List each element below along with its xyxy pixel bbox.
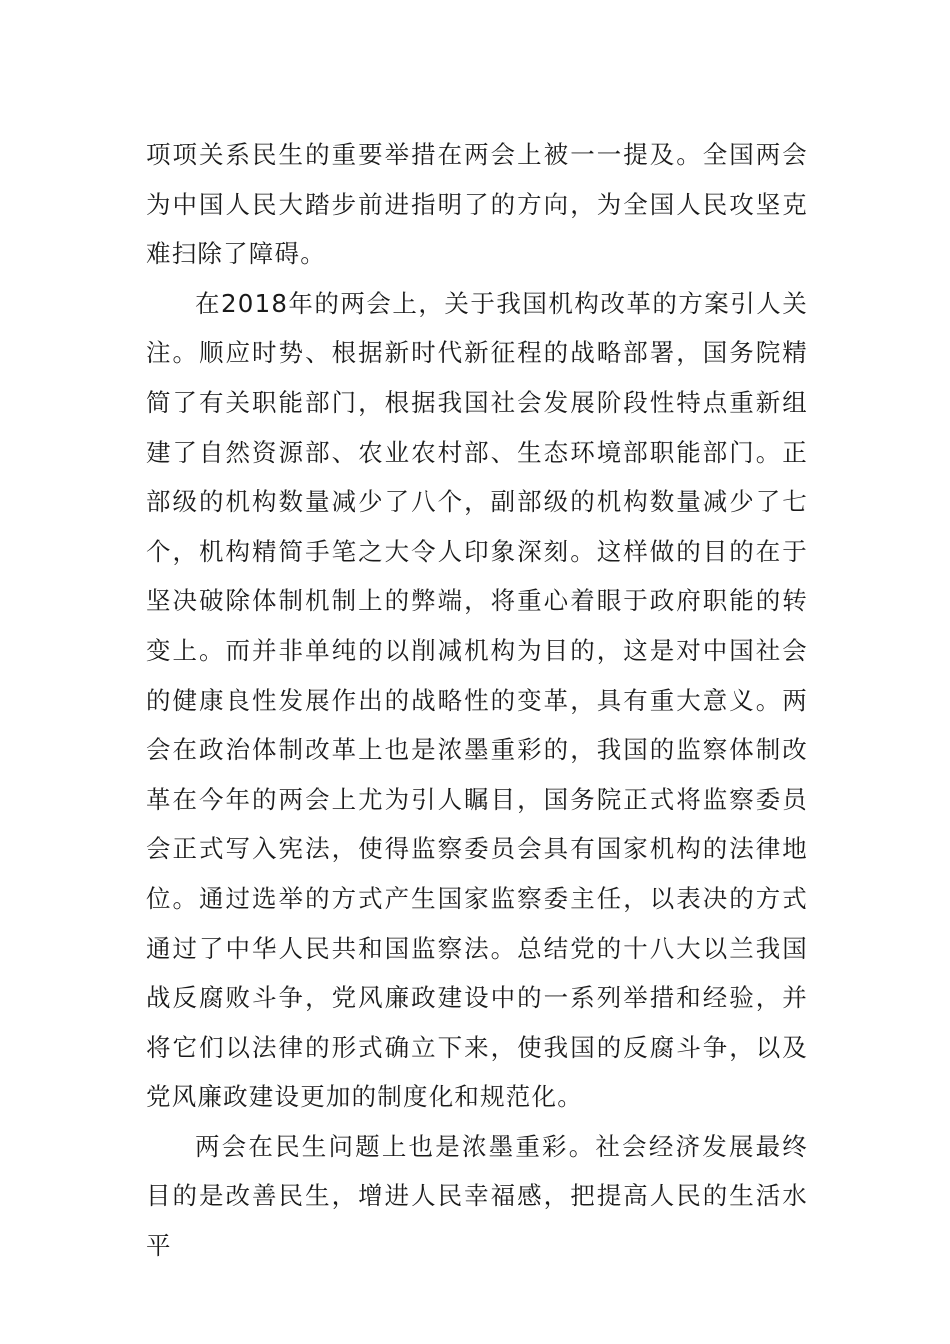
paragraph-continuation: 项项关系民生的重要举措在两会上被一一提及。全国两会为中国人民大踏步前进指明了的方向，为全国人民攻坚克难扫除了障碍。 — [146, 140, 808, 269]
paragraph-livelihood: 两会在民生问题上也是浓墨重彩。社会经济发展最终目的是改善民生，增进人民幸福感，把提高人民的生活水平 — [146, 1131, 808, 1261]
document-body — [146, 130, 808, 1271]
paragraph-institutional-reform: 在2018年的两会上，关于我国机构改革的方案引人关注。顺应时势、根据新时代新征程的战略部署，国务院精简了有关职能部门，根据我国社会发展阶段性特点重新组建了自然资源部、农业农村部、生态环境部职能部门。正部级的机构数量减少了八个，副部级的机构数量减少了七个，机构精简手笔之大令人印象深刻。这样做的目的在于坚决破除体制机制上的弊端，将重心着眼于政府职能的转变上。而并非单纯的以削减机构为目的，这是对中国社会的健康良性发展作出的战略性的变革，具有重大意义。两会在政治体制改革上也是浓墨重彩的，我国的监察体制改革在今年的两会上尤为引人瞩目，国务院正式将监察委员会正式写入宪法，使得监察委员会具有国家机构的法律地位。通过选举的方式产生国家监察委主任，以表决的方式通过了中华人民共和国监察法。总结党的十八大以兰我国战反腐败斗争，党风廉政建设中的一系列举措和经验，并将它们以法律的形式确立下来，使我国的反腐斗争，以及党风廉政建设更加的制度化和规范化。 — [146, 288, 808, 1112]
